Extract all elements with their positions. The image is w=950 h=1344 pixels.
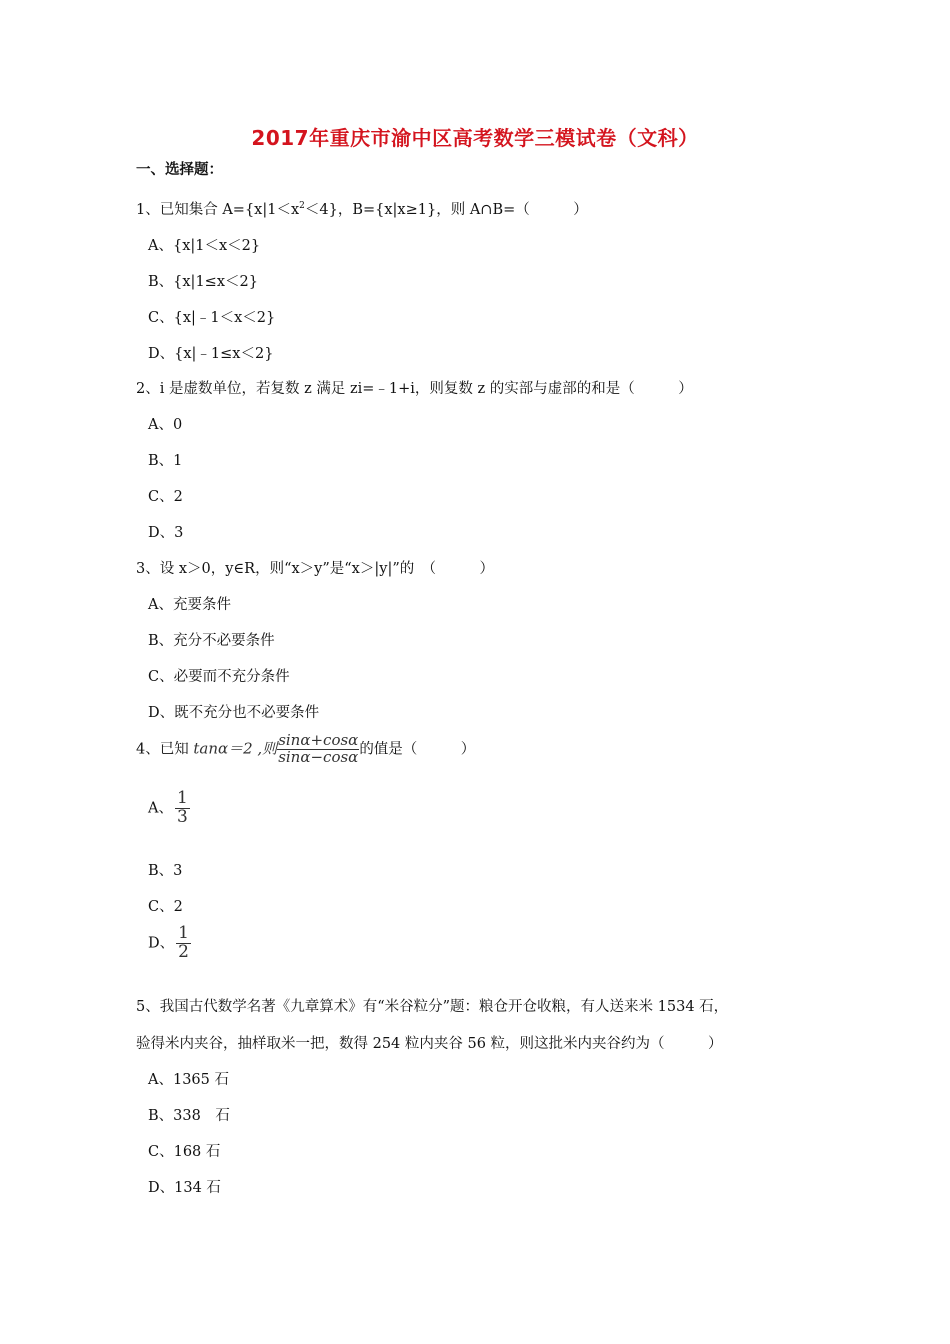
section-heading: 一、选择题： (136, 162, 223, 178)
question-5-option-a[interactable]: A、1365 石 (148, 1072, 229, 1088)
question-2-option-a[interactable]: A、0 (148, 417, 183, 433)
question-5-stem-line-2: 验得米内夹谷，抽样取米一把，数得 254 粒内夹谷 56 粒，则这批米内夹谷约为（ ） (136, 1036, 723, 1052)
question-5-option-b[interactable]: B、338 石 (148, 1108, 230, 1124)
question-3-option-a[interactable]: A、充要条件 (148, 597, 231, 613)
question-1-option-a[interactable]: A、{x|1＜x＜2} (148, 238, 261, 254)
question-4-option-b[interactable]: B、3 (148, 863, 183, 879)
question-2-option-c[interactable]: C、2 (148, 489, 183, 505)
question-3-option-b[interactable]: B、充分不必要条件 (148, 633, 275, 649)
document-title: 2017年重庆市渝中区高考数学三模试卷（文科） (251, 126, 699, 150)
question-4-option-d[interactable]: D、 $\frac{1}{2}$ (148, 923, 189, 962)
question-4-fraction: $\frac{\sin\alpha+\cos\alpha}{\sin\alpha-\cos\alpha}$ (278, 731, 359, 766)
question-5-option-c[interactable]: C、168 石 (148, 1144, 221, 1160)
question-4-formula-lhs: tanα＝2 ,则 (193, 739, 278, 758)
question-2-option-d[interactable]: D、3 (148, 525, 184, 541)
question-1-option-b[interactable]: B、{x|1≤x＜2} (148, 274, 258, 290)
question-4-option-c[interactable]: C、2 (148, 899, 183, 915)
question-1-option-c[interactable]: C、{x|﹣1＜x＜2} (148, 310, 276, 326)
question-3-option-c[interactable]: C、必要而不充分条件 (148, 669, 290, 685)
question-2-option-b[interactable]: B、1 (148, 453, 183, 469)
question-3-option-d[interactable]: D、既不充分也不必要条件 (148, 705, 320, 721)
question-4-option-a[interactable]: A、 $\frac{1}{3}$ (148, 788, 188, 827)
question-5-option-d[interactable]: D、134 石 (148, 1180, 221, 1196)
option-d-fraction: $\frac{1}{2}$ (178, 923, 189, 962)
question-1-stem: 1、已知集合 $A=\{x|1<x^2<4\}$，B={x|x≥1}，则 A∩B=（ ） (136, 201, 588, 218)
question-1-option-d[interactable]: D、{x|﹣1≤x＜2} (148, 346, 274, 362)
question-2-stem: 2、i 是虚数单位，若复数 z 满足 zi=﹣1+i，则复数 z 的实部与虚部的和是（ ） (136, 381, 693, 397)
option-a-fraction: $\frac{1}{3}$ (176, 788, 188, 827)
question-4-stem: 4、已知 tanα＝2 ,则 $\frac{\sin\alpha+\cos\alpha}{\sin\alpha-\cos\alpha}$ 的值是（ ） (136, 731, 476, 766)
question-3-stem: 3、设 x＞0，y∈R，则“x＞y”是“x＞|y|”的 （ ） (136, 561, 494, 577)
question-5-stem-line-1: 5、我国古代数学名著《九章算术》有“米谷粒分”题：粮仓开仓收粮，有人送来米 1534 石， (136, 999, 729, 1015)
